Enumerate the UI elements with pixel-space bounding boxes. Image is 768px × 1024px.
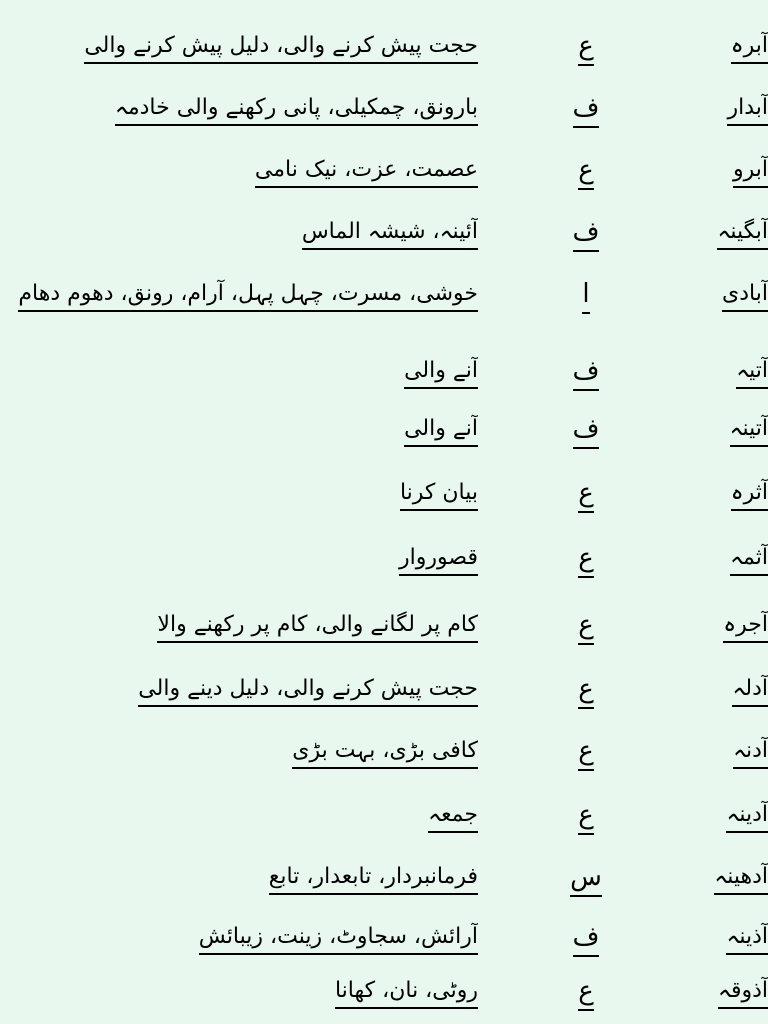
origin-text: ف (573, 921, 600, 958)
meaning-text: آنے والی (404, 357, 478, 389)
origin-cell (556, 203, 616, 265)
meaning-cell (0, 529, 478, 591)
meaning-text: کافی بڑی، بہت بڑی (292, 737, 478, 769)
meaning-cell (0, 786, 478, 848)
word-cell (660, 529, 768, 591)
meaning-text: عصمت، عزت، نیک نامی (255, 156, 478, 188)
word-text: آتینہ (730, 415, 768, 447)
word-cell (660, 848, 768, 910)
origin-text: ع (578, 673, 594, 710)
origin-text: ع (578, 735, 594, 772)
word-text: آبگینہ (717, 218, 768, 250)
origin-text: ف (573, 413, 600, 450)
origin-cell (556, 660, 616, 722)
origin-cell (556, 79, 616, 141)
origin-text: ع (578, 975, 594, 1012)
word-cell (660, 141, 768, 203)
origin-text: ف (573, 92, 600, 129)
meaning-text: روٹی، نان، کھانا (335, 977, 478, 1009)
meaning-text: حجت پیش کرنے والی، دلیل پیش کرنے والی (84, 32, 478, 64)
meaning-cell (0, 203, 478, 265)
entry-row (0, 722, 768, 784)
origin-cell (556, 786, 616, 848)
entry-row (0, 464, 768, 526)
word-text: آتیہ (736, 357, 768, 389)
meaning-text: قصوروار (399, 544, 478, 576)
meaning-cell (0, 265, 478, 327)
word-cell (660, 400, 768, 462)
word-text: آدھینہ (714, 863, 768, 895)
word-text: آبدار (727, 94, 768, 126)
entry-row (0, 265, 768, 327)
meaning-text: آئینہ، شیشہ الماس (302, 218, 478, 250)
origin-text: ع (578, 154, 594, 191)
entry-row (0, 203, 768, 265)
entry-row (0, 786, 768, 848)
word-cell (660, 962, 768, 1024)
word-cell (660, 908, 768, 970)
word-cell (660, 464, 768, 526)
origin-text: ع (578, 477, 594, 514)
word-text: آدلہ (732, 675, 768, 707)
meaning-cell (0, 848, 478, 910)
origin-text: ف (573, 216, 600, 253)
entry-row (0, 17, 768, 79)
word-cell (660, 265, 768, 327)
meaning-text: آنے والی (404, 415, 478, 447)
origin-cell (556, 529, 616, 591)
origin-text: س (570, 861, 602, 898)
word-cell (660, 786, 768, 848)
origin-text: ا (582, 278, 589, 315)
word-text: آثمہ (730, 544, 768, 576)
origin-text: ع (578, 799, 594, 836)
origin-cell (556, 400, 616, 462)
origin-cell (556, 908, 616, 970)
word-cell (660, 203, 768, 265)
entry-row (0, 342, 768, 404)
entry-row (0, 79, 768, 141)
origin-text: ع (578, 609, 594, 646)
meaning-cell (0, 141, 478, 203)
origin-cell (556, 265, 616, 327)
origin-cell (556, 596, 616, 658)
meaning-text: آرائش، سجاوٹ، زینت، زیبائش (199, 923, 478, 955)
origin-text: ف (573, 355, 600, 392)
entry-row (0, 400, 768, 462)
origin-cell (556, 17, 616, 79)
meaning-cell (0, 79, 478, 141)
entry-row (0, 660, 768, 722)
origin-cell (556, 342, 616, 404)
meaning-cell (0, 722, 478, 784)
meaning-text: حجت پیش کرنے والی، دلیل دینے والی (138, 675, 478, 707)
entry-row (0, 141, 768, 203)
meaning-cell (0, 342, 478, 404)
meaning-text: بارونق، چمکیلی، پانی رکھنے والی خادمہ (115, 94, 478, 126)
origin-cell (556, 848, 616, 910)
word-cell (660, 596, 768, 658)
word-cell (660, 342, 768, 404)
meaning-text: کام پر لگانے والی، کام پر رکھنے والا (157, 611, 478, 643)
meaning-cell (0, 596, 478, 658)
word-text: آثرہ (731, 479, 768, 511)
word-text: آبرہ (731, 32, 768, 64)
entry-row (0, 908, 768, 970)
entry-row (0, 529, 768, 591)
meaning-cell (0, 660, 478, 722)
meaning-cell (0, 17, 478, 79)
word-cell (660, 17, 768, 79)
entry-row (0, 596, 768, 658)
meaning-cell (0, 400, 478, 462)
word-text: آذوقہ (718, 977, 768, 1009)
origin-cell (556, 141, 616, 203)
meaning-cell (0, 464, 478, 526)
origin-cell (556, 962, 616, 1024)
word-cell (660, 660, 768, 722)
meaning-text: خوشی، مسرت، چہل پہل، آرام، رونق، دھوم دھام (18, 280, 478, 312)
meaning-cell (0, 908, 478, 970)
word-text: آدینہ (726, 801, 768, 833)
entry-row (0, 962, 768, 1024)
origin-cell (556, 722, 616, 784)
word-text: آبرو (733, 156, 768, 188)
origin-text: ع (578, 30, 594, 67)
origin-text: ع (578, 542, 594, 579)
word-text: آذینہ (726, 923, 768, 955)
meaning-text: جمعہ (428, 801, 478, 833)
word-cell (660, 79, 768, 141)
meaning-cell (0, 962, 478, 1024)
origin-cell (556, 464, 616, 526)
word-text: آدنہ (733, 737, 768, 769)
word-text: آبادی (722, 280, 768, 312)
entry-row (0, 848, 768, 910)
word-text: آجرہ (723, 611, 768, 643)
word-cell (660, 722, 768, 784)
meaning-text: بیان کرنا (400, 479, 478, 511)
meaning-text: فرمانبردار، تابعدار، تابع (269, 863, 478, 895)
